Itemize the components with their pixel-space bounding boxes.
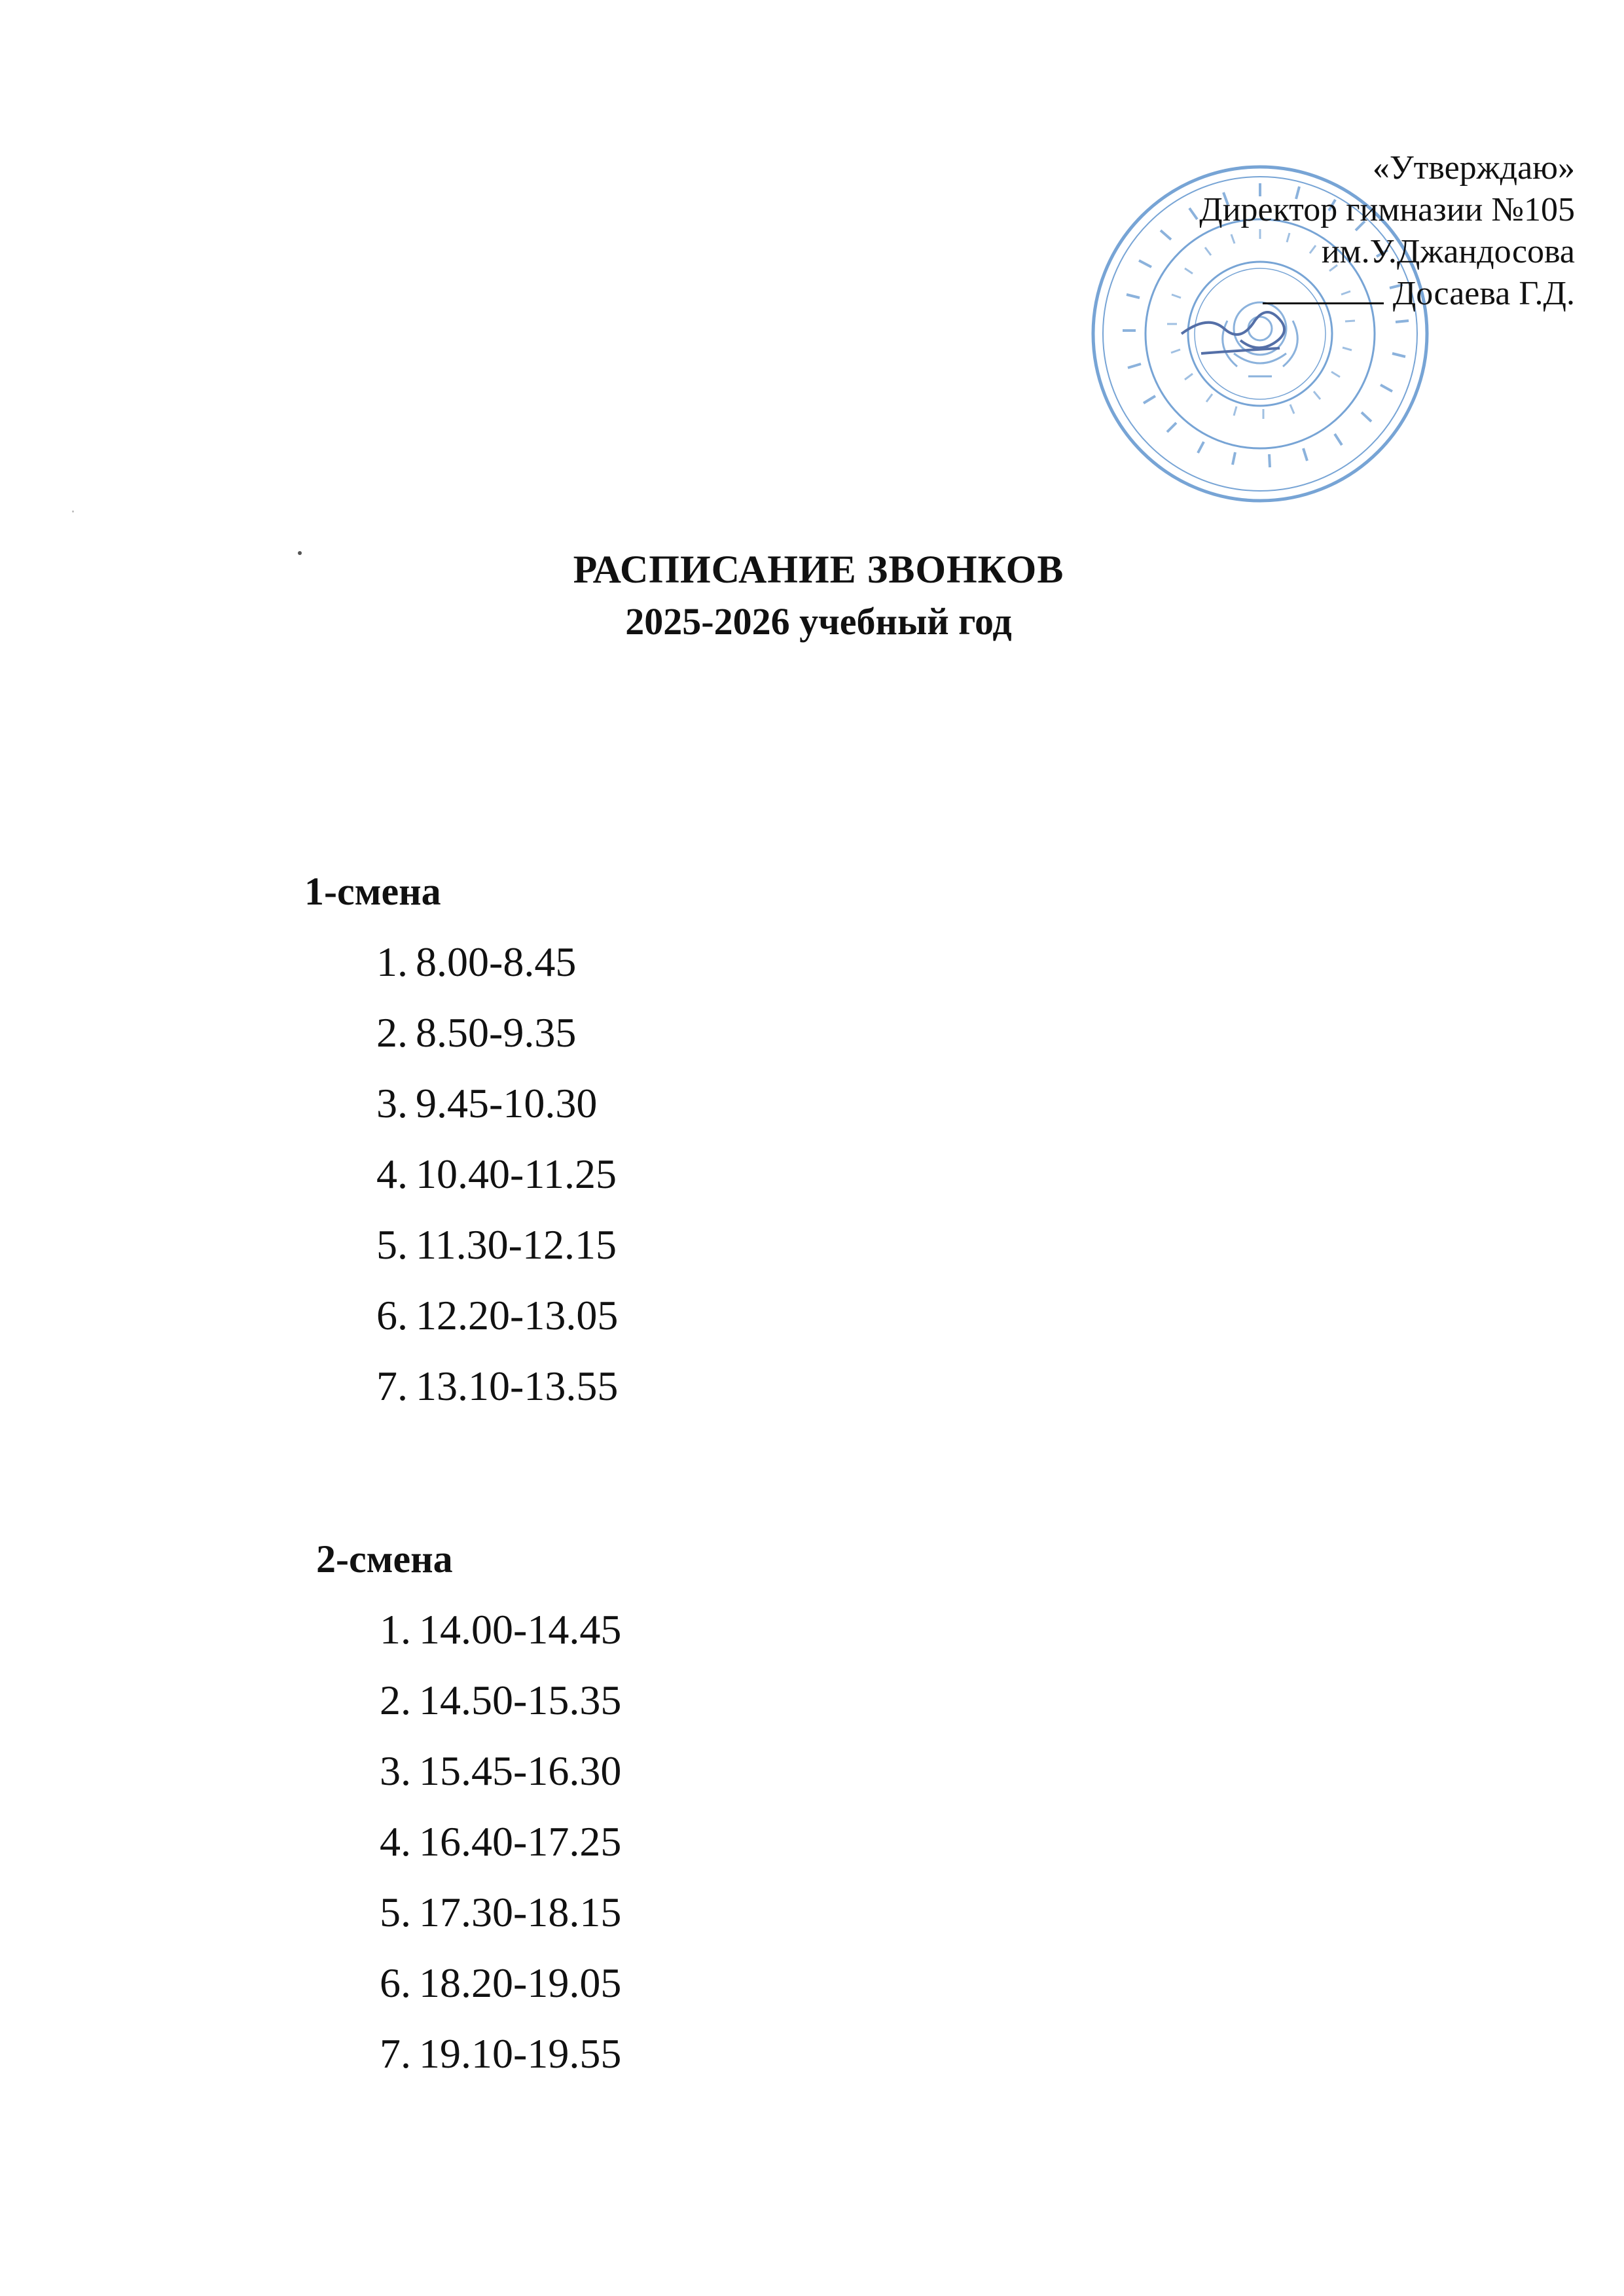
lesson-number: 6. [376, 1292, 408, 1338]
lesson-number: 3. [376, 1080, 408, 1126]
lesson-item [304, 1210, 1090, 1280]
scan-speck [298, 551, 302, 555]
lesson-item [304, 1351, 1090, 1422]
lesson-time: 18.20-19.05 [419, 1960, 622, 2006]
lesson-time: 13.10-13.55 [416, 1363, 619, 1409]
shift-title: 1-смена [304, 870, 441, 913]
lesson-item [304, 1665, 1090, 1736]
lesson-number: 6. [380, 1960, 411, 2006]
lesson-item [304, 1139, 1090, 1210]
lesson-item [304, 1736, 1090, 1806]
lesson-item [304, 1280, 1090, 1351]
approval-position: Директор гимназии №105 [1199, 191, 1575, 228]
lesson-number: 4. [380, 1818, 411, 1865]
page-subtitle: 2025-2026 учебный год [625, 600, 1012, 643]
lesson-number: 1. [376, 939, 408, 985]
scan-speck [72, 511, 74, 512]
lesson-item [304, 1877, 1090, 1948]
lesson-number: 4. [376, 1151, 408, 1197]
lesson-item [304, 1806, 1090, 1877]
lesson-time: 11.30-12.15 [416, 1221, 617, 1268]
lesson-time: 10.40-11.25 [416, 1151, 617, 1197]
lesson-time: 19.10-19.55 [419, 2030, 622, 2077]
signature-line [1263, 276, 1384, 304]
approval-signature-row [986, 273, 1575, 315]
lesson-time: 8.00-8.45 [416, 939, 577, 985]
lesson-item [304, 927, 1090, 997]
lesson-number: 2. [380, 1677, 411, 1723]
lesson-time: 9.45-10.30 [416, 1080, 598, 1126]
lesson-list [304, 1594, 1090, 2089]
shift-title: 2-смена [316, 1537, 453, 1581]
lesson-number: 5. [380, 1889, 411, 1935]
approval-heading: «Утверждаю» [1372, 149, 1575, 187]
lesson-number: 2. [376, 1009, 408, 1056]
lesson-time: 15.45-16.30 [419, 1748, 622, 1794]
lesson-time: 14.00-14.45 [419, 1606, 622, 1653]
lesson-number: 7. [376, 1363, 408, 1409]
document-title [0, 543, 1624, 648]
lesson-item [304, 1594, 1090, 1665]
page-title: РАСПИСАНИЕ ЗВОНКОВ [573, 548, 1064, 591]
lesson-time: 8.50-9.35 [416, 1009, 577, 1056]
lesson-number: 7. [380, 2030, 411, 2077]
lesson-number: 5. [376, 1221, 408, 1268]
approval-director-name: Досаева Г.Д. [1392, 275, 1575, 312]
approval-school-name: им.У.Джандосова [1321, 233, 1575, 270]
lesson-number: 3. [380, 1748, 411, 1794]
lesson-list [304, 927, 1090, 1422]
shift-section-2 [304, 1532, 1090, 2089]
lesson-item [304, 997, 1090, 1068]
lesson-item [304, 2018, 1090, 2089]
lesson-item [304, 1948, 1090, 2018]
lesson-time: 14.50-15.35 [419, 1677, 622, 1723]
lesson-time: 12.20-13.05 [416, 1292, 619, 1338]
lesson-item [304, 1068, 1090, 1139]
lesson-time: 17.30-18.15 [419, 1889, 622, 1935]
lesson-number: 1. [380, 1606, 411, 1653]
approval-block [986, 147, 1575, 315]
lesson-time: 16.40-17.25 [419, 1818, 622, 1865]
shift-section-1 [304, 864, 1090, 1422]
